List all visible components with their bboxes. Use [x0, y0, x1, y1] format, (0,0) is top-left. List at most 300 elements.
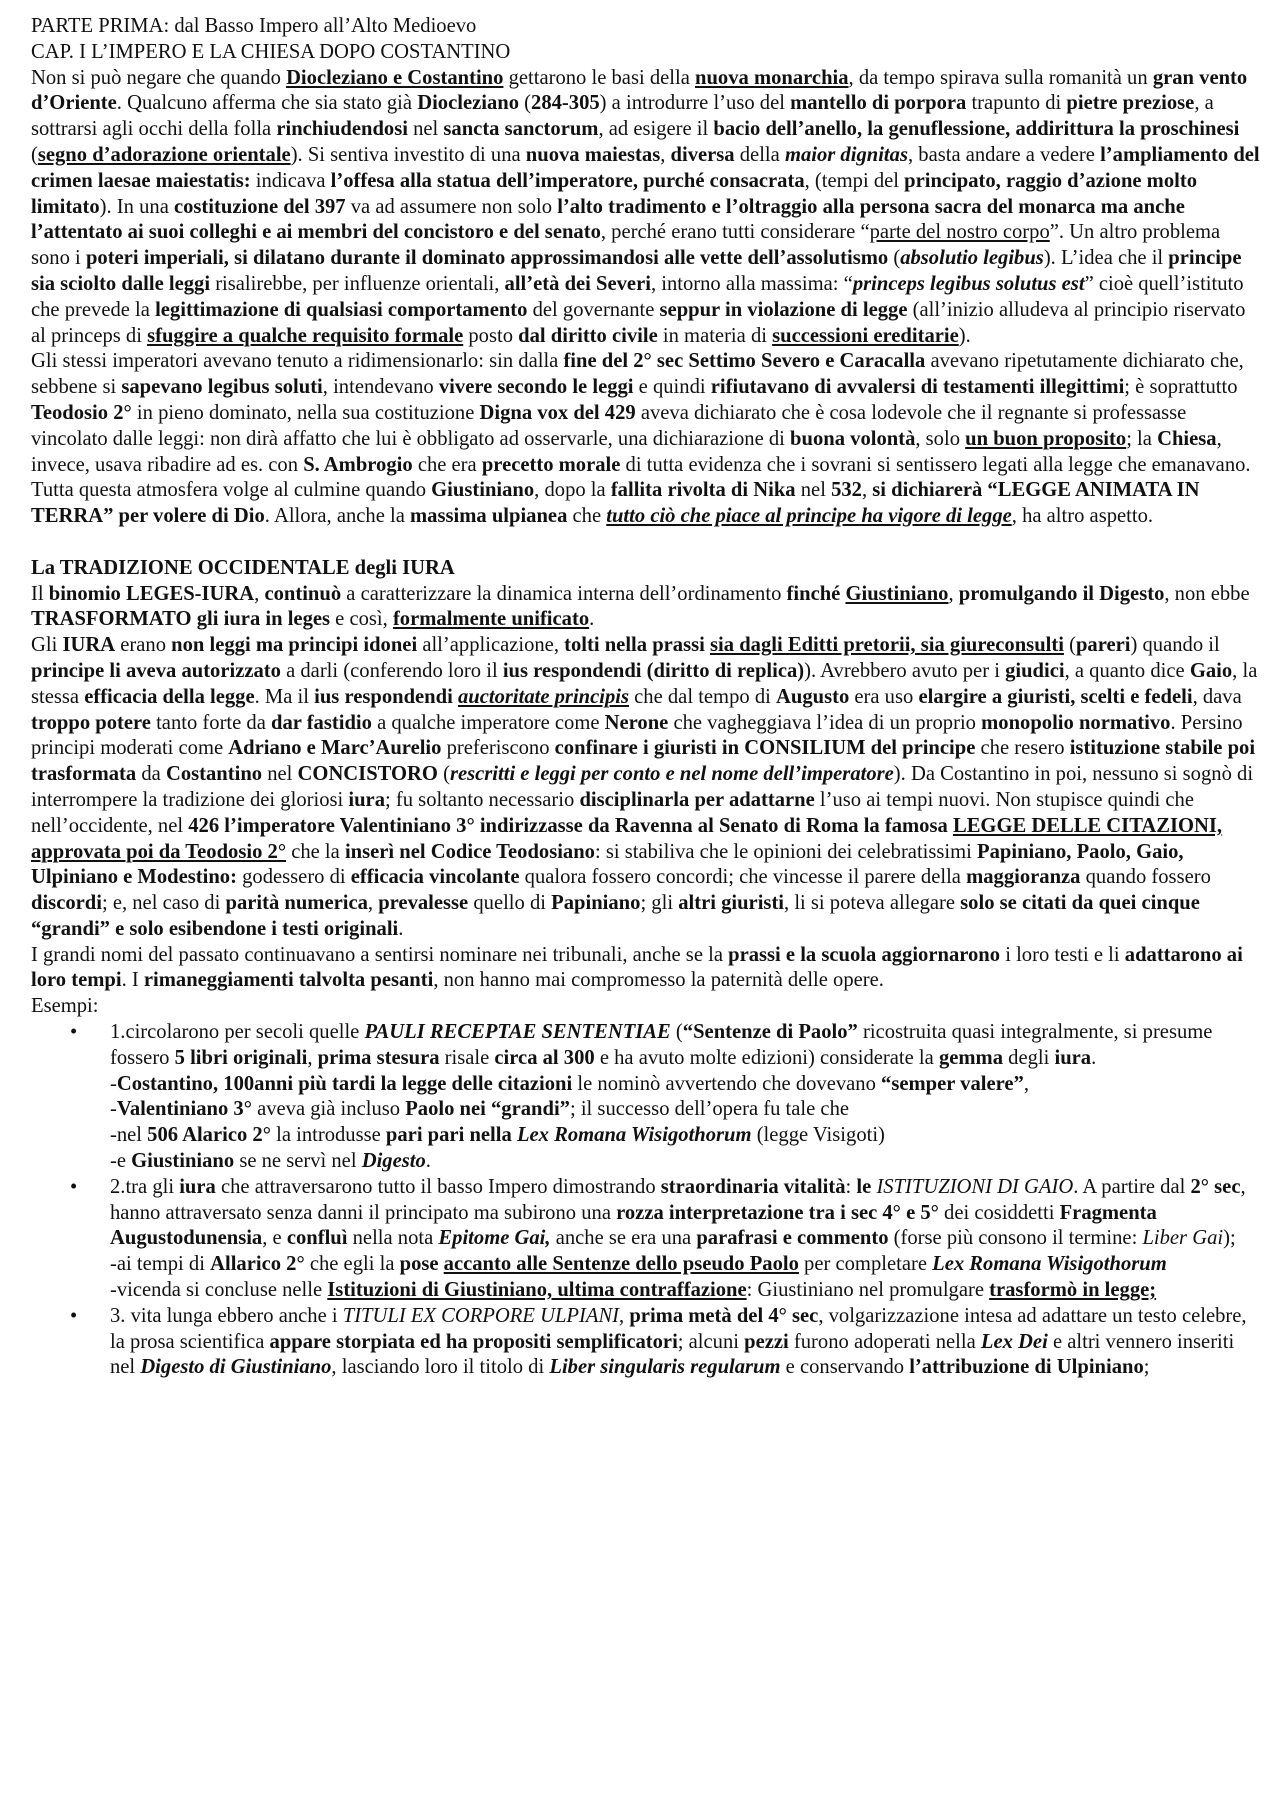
text-run: indicava — [250, 169, 331, 192]
text-run: , la stessa — [31, 659, 1258, 708]
text-run: che dal tempo di — [629, 685, 776, 708]
part-heading: PARTE PRIMA: dal Basso Impero all’Alto Medioevo — [31, 15, 477, 37]
text-run: PAULI RECEPTAE SENTENTIAE — [364, 1021, 671, 1044]
text-run: l’alto tradimento e l’oltraggio alla persona sacra del monarca ma anche l’attentato ai suoi colleghi e ai membri del concistoro e del senato — [31, 195, 1185, 244]
text-run: circa al 300 — [494, 1046, 595, 1069]
text-run: prassi e la scuola aggiornarono — [728, 943, 1001, 966]
text-run: formalmente unificato — [392, 608, 590, 631]
text-run: princeps legibus solutus est — [852, 272, 1085, 295]
text-run: rozza interpretazione tra i sec 4° e 5° — [616, 1201, 939, 1224]
text-run: , — [660, 143, 671, 166]
text-run: , lasciando loro il titolo di — [331, 1356, 550, 1379]
text-run: Chiesa — [1157, 427, 1217, 450]
text-run: , ha altro aspetto. — [1011, 505, 1154, 528]
text-run: ; e, nel caso di — [101, 892, 226, 915]
text-run: Gli — [31, 634, 63, 657]
text-run: gettarono le basi della — [503, 66, 696, 89]
text-run: ). L’idea che il — [1043, 247, 1169, 270]
text-run: , non hanno mai compromesso la paternità delle opere. — [433, 969, 884, 992]
text-run: 284-305 — [531, 92, 600, 115]
text-run: giudici — [1005, 659, 1065, 682]
text-run: godessero di — [236, 866, 351, 889]
text-run: risale — [439, 1046, 495, 1069]
text-run: , perché erano tutti considerare “ — [600, 221, 870, 244]
text-run: ; gli — [640, 892, 679, 915]
text-run: rinchiudendosi — [276, 118, 408, 141]
text-run: nella nota — [347, 1227, 439, 1250]
text-run: ); — [1223, 1227, 1236, 1250]
text-run: anche se era una — [550, 1227, 697, 1250]
text-run: , e — [262, 1227, 287, 1250]
text-run: ius respondendi (diritto di replica) — [502, 659, 805, 682]
text-run: Costantino, 100anni più tardi la legge delle citazioni — [116, 1072, 573, 1095]
text-run: ( — [437, 763, 450, 786]
text-run: Liber Gai — [1142, 1227, 1224, 1250]
text-run: trapunto di — [966, 92, 1067, 115]
text-run: in materia di — [657, 324, 773, 347]
list-item — [110, 1020, 1261, 1175]
text-run: . — [398, 917, 404, 940]
text-run: - — [110, 1098, 117, 1121]
text-run: non leggi ma principi idonei — [171, 634, 418, 657]
text-run: 532 — [831, 479, 862, 502]
text-run: i loro testi e li — [1000, 943, 1125, 966]
text-run: sia dagli Editti pretorii, sia giureconsulti — [710, 634, 1064, 657]
text-run: che egli la — [304, 1253, 400, 1276]
text-run: che resero — [975, 737, 1070, 760]
text-run: per completare — [798, 1253, 933, 1276]
document-page — [31, 14, 1261, 1381]
text-run: che era — [412, 453, 482, 476]
text-run: sancta sanctorum — [443, 118, 599, 141]
paragraph-emperors-law — [31, 349, 1261, 530]
text-run: vivere secondo le leggi — [438, 376, 634, 399]
text-run: (all’inizio alludeva al principio riservato al princeps di — [31, 298, 1246, 347]
text-run: Nerone — [604, 711, 669, 734]
text-run: Diocleziano — [417, 92, 520, 115]
text-run: adattarono ai loro tempi — [31, 943, 1243, 992]
text-run: tutto ciò che piace al principe ha vigore di legge — [606, 505, 1012, 528]
text-run: parità numerica — [225, 892, 368, 915]
text-run: e quindi — [633, 376, 711, 399]
text-run: , basta andare a vedere — [907, 143, 1101, 166]
text-run: ) a introdurre l’uso del — [599, 92, 791, 115]
text-run: (legge Visigoti) — [751, 1124, 885, 1147]
text-run: : si stabiliva che le opinioni dei celebratissimi — [594, 840, 978, 863]
text-run: IURA — [62, 634, 116, 657]
text-run: gran vento d’Oriente — [31, 66, 1248, 115]
section-heading-iura — [31, 556, 1261, 582]
text-run: troppo potere — [31, 711, 151, 734]
examples-list — [31, 1020, 1261, 1381]
text-run: Digesto di Giustiniano — [140, 1356, 332, 1379]
text-run: -ai tempi di — [110, 1253, 211, 1276]
text-run: bacio dell’anello, la genuflessione, addirittura la proschinesi — [713, 118, 1240, 141]
text-run: e ha avuto molte edizioni) considerate la — [594, 1046, 939, 1069]
text-run: promulgando il Digesto — [958, 582, 1165, 605]
text-run: avevano ripetutamente dichiarato che, sebbene si — [31, 350, 1244, 399]
text-run: ). In una — [99, 195, 174, 218]
text-run: Augusto — [776, 685, 850, 708]
text-run: disciplinarla per adattarne — [579, 788, 815, 811]
text-run: principe li aveva autorizzato — [31, 659, 281, 682]
text-run: finché — [786, 582, 841, 605]
text-run: sfuggire a qualche requisito formale — [147, 324, 464, 347]
text-run: nel — [795, 479, 832, 502]
text-run: ( — [1063, 634, 1076, 657]
paragraph-leges-iura — [31, 582, 1261, 634]
text-run: Digna vox del 429 — [479, 401, 636, 424]
text-run: nuova maiestas — [525, 143, 661, 166]
text-run: , solo — [915, 427, 966, 450]
text-run: , — [948, 582, 959, 605]
text-run: solo se citati da quei cinque “grandi” e solo esibendone i testi originali — [31, 892, 1200, 940]
text-run: aveva dichiarato che è cosa lodevole che il regnante si professasse vincolato dalle leggi: non dirà affatto che lui è obbligato ad osservarle, una dichiarazione di — [31, 401, 1187, 450]
text-run: Allarico 2° — [210, 1253, 305, 1276]
text-run: “semper valere” — [881, 1072, 1024, 1095]
text-run: diversa — [670, 143, 735, 166]
text-run: parte del nostro corpo — [869, 221, 1050, 244]
text-run: in pieno dominato, nella sua costituzione — [131, 401, 480, 424]
text-run: erano — [115, 634, 172, 657]
text-run: iura — [348, 788, 385, 811]
list-item-line — [110, 1304, 1261, 1381]
text-run: elargire a giuristi, scelti e fedeli — [918, 685, 1193, 708]
text-run: nel — [407, 118, 444, 141]
text-run: . A partire dal — [1073, 1175, 1191, 1198]
list-item-line — [110, 1123, 1261, 1149]
text-run: e così, — [330, 608, 393, 631]
text-run: ). Avrebbero avuto per i — [804, 659, 1006, 682]
text-run: segno d’adorazione orientale — [37, 143, 291, 166]
text-run: Il — [31, 582, 49, 605]
text-run: del governante — [527, 298, 660, 321]
text-run: discordi — [31, 892, 102, 915]
chapter-heading: CAP. I L’IMPERO E LA CHIESA DOPO COSTANTINO — [31, 40, 511, 63]
text-run: maior dignitas — [784, 143, 908, 166]
text-run: Diocleziano e Costantino — [286, 66, 504, 89]
text-run: Costantino — [165, 763, 263, 786]
text-run: , — [1023, 1072, 1029, 1095]
text-run: prevalesse — [378, 892, 469, 915]
text-run: era uso — [849, 685, 919, 708]
text-run: efficacia vincolante — [350, 866, 520, 889]
text-run: successioni ereditarie — [772, 324, 959, 347]
text-run: Papiniano, Paolo, Gaio, Ulpiniano e Modestino: — [31, 840, 1184, 889]
text-run: dal diritto civile — [518, 324, 658, 347]
text-run: Adriano e Marc’Aurelio — [228, 737, 442, 760]
list-item-line — [110, 1278, 1261, 1304]
text-run: Non si può negare che quando — [31, 66, 287, 89]
list-item-line — [110, 1020, 1261, 1072]
text-run: dar fastidio — [271, 711, 372, 734]
text-run: ; alcuni — [677, 1330, 745, 1353]
text-run: ( — [670, 1021, 683, 1044]
text-run: ius respondendi — [314, 685, 453, 708]
text-run: 1.circolarono per secoli quelle — [110, 1021, 365, 1044]
text-run: ; è soprattutto — [1124, 376, 1238, 399]
text-run: 2.tra gli — [110, 1175, 180, 1198]
text-run: che la — [286, 840, 345, 863]
text-run: tolti nella prassi — [564, 634, 705, 657]
text-run: ISTITUZIONI DI GAIO — [876, 1175, 1074, 1198]
text-run: pietre preziose — [1066, 92, 1195, 115]
text-run: Giustiniano — [431, 479, 535, 502]
text-run: nel — [262, 763, 298, 786]
text-run: parafrasi e commento — [696, 1227, 889, 1250]
text-run: buona volontà — [790, 427, 916, 450]
text-run: gli iura in leges — [196, 608, 331, 631]
text-run: quando fossero — [1080, 866, 1211, 889]
text-run: fallita rivolta di Nika — [610, 479, 796, 502]
text-run: massima ulpianea — [410, 505, 568, 528]
text-run: Epitome Gai, — [438, 1227, 551, 1250]
text-run: , (tempi del — [804, 169, 905, 192]
text-run: Papiniano — [551, 892, 641, 915]
text-run: , invece, usava ribadire ad es. con — [31, 427, 1222, 476]
text-run: l’ampliamento del crimen laesae maiestatis: — [31, 143, 1260, 192]
text-run: , hanno attraversato senza danni il principato ma subirono una — [110, 1175, 1246, 1224]
text-run: ). Si sentiva investito di una — [290, 143, 526, 166]
text-run: sapevano legibus soluti — [121, 376, 323, 399]
text-run: , da tempo spirava sulla romanità un — [848, 66, 1153, 89]
text-run: furono adoperati nella — [788, 1330, 981, 1353]
text-run: all’età dei Severi — [504, 272, 651, 295]
text-run: : — [845, 1175, 857, 1198]
text-run: che — [567, 505, 607, 528]
text-run: , intendevano — [322, 376, 439, 399]
text-run: pezzi — [744, 1330, 789, 1353]
text-run: si dichiarerà “LEGGE ANIMATA IN TERRA” per volere di Dio — [31, 479, 1200, 528]
text-run: principe sia sciolto dalle leggi — [31, 247, 1242, 295]
list-item — [110, 1175, 1261, 1304]
text-run: continuò — [264, 582, 342, 605]
text-run: a caratterizzare la dinamica interna dell’ordinamento — [341, 582, 787, 605]
text-run: efficacia della legge — [84, 685, 255, 708]
text-run: ” cioè quell’istituto che prevede la — [31, 272, 1244, 321]
text-run: Lex Dei — [980, 1330, 1048, 1353]
text-run: precetto morale — [481, 453, 621, 476]
text-run: dei cosiddetti — [938, 1201, 1060, 1224]
text-run: ; la — [1126, 427, 1158, 450]
text-run: Istituzioni di Giustiniano, ultima contraffazione — [327, 1279, 747, 1302]
text-run: a qualche imperatore come — [371, 711, 605, 734]
text-run: mantello di porpora — [790, 92, 967, 115]
text-run: Gaio — [1189, 659, 1233, 682]
text-run: , a sottrarsi agli occhi della folla — [31, 92, 1214, 141]
text-run: , volgarizzazione intesa ad adattare un testo celebre, la prosa scientifica — [110, 1304, 1247, 1353]
text-run: risalirebbe, per influenze orientali, — [210, 272, 505, 295]
text-run: e conservando — [780, 1356, 910, 1379]
text-run: costituzione del 397 — [173, 195, 346, 218]
text-run: “Sentenze di Paolo” — [682, 1021, 858, 1044]
text-run: confinare i giuristi in CONSILIUM del principe — [554, 737, 976, 760]
text-run: seppur in violazione di legge — [659, 298, 908, 321]
text-run: I grandi nomi del passato continuavano a sentirsi nominare nei tribunali, anche se la — [31, 943, 729, 966]
text-run: Digesto — [361, 1150, 426, 1173]
text-run: se ne servì nel — [234, 1150, 362, 1173]
text-run: , — [307, 1046, 318, 1069]
text-run: prima stesura — [317, 1046, 440, 1069]
text-run: binomio LEGES-IURA — [48, 582, 255, 605]
text-run: -vicenda si concluse nelle — [110, 1279, 328, 1302]
text-run: , — [367, 892, 379, 915]
text-run: ( — [888, 247, 901, 270]
text-run: ). Da Costantino in poi, nessuno si sognò di interrompere la tradizione dei gloriosi — [31, 763, 1254, 811]
text-run: ricostruita quasi integralmente, si presume fossero — [110, 1021, 1213, 1069]
text-run: auctoritate principis — [457, 685, 630, 708]
text-run: -e — [110, 1150, 132, 1173]
text-run: le — [856, 1175, 872, 1198]
text-run: l’offesa alla statua dell’imperatore, purché consacrata — [330, 169, 805, 192]
text-run: Paolo nei “grandi” — [405, 1098, 570, 1121]
text-run: , ad esigere il — [598, 118, 714, 141]
text-run: e altri vennero inseriti nel — [110, 1330, 1235, 1379]
text-run: , — [861, 479, 873, 502]
text-run: inserì nel Codice Teodosiano — [344, 840, 595, 863]
text-run: 426 l’imperatore Valentiniano 3° indirizzasse da Ravenna al Senato di Roma la famosa — [188, 814, 948, 837]
text-run: qualora fossero concordi; che vincesse il parere della — [519, 866, 967, 889]
text-run: straordinaria vitalità — [660, 1175, 846, 1198]
text-run: -nel — [110, 1124, 148, 1147]
text-run: accanto alle Sentenze dello pseudo Paolo — [443, 1253, 799, 1276]
text-run: , dava — [1192, 685, 1242, 708]
text-run: maggioranza — [966, 866, 1081, 889]
text-run: della — [734, 143, 785, 166]
text-run: , intorno alla massima: “ — [650, 272, 853, 295]
text-run: che attraversarono tutto il basso Impero dimostrando — [215, 1175, 661, 1198]
list-item-line — [110, 1072, 1261, 1098]
text-run: . — [589, 608, 595, 631]
text-run: S. Ambrogio — [303, 453, 413, 476]
text-run: CONCISTORO — [297, 763, 438, 786]
text-run: Giustiniano — [845, 582, 949, 605]
text-run: posto — [463, 324, 519, 347]
text-run: , — [619, 1304, 630, 1327]
paragraph-dioclezian — [31, 66, 1261, 350]
text-run: ; fu soltanto necessario — [385, 788, 580, 811]
text-run: ; — [1143, 1356, 1150, 1379]
text-run: ”. Un altro problema sono i — [31, 221, 1221, 270]
text-run: tanto forte da — [150, 711, 272, 734]
text-run: le nominò avvertendo che dovevano — [572, 1072, 882, 1095]
text-run: altri giuristi — [678, 892, 785, 915]
text-run: , — [254, 582, 265, 605]
text-run: ) quando il — [1130, 634, 1220, 657]
text-run: . Qualcuno afferma che sia stato già — [116, 92, 418, 115]
text-run: Gli stessi imperatori avevano tenuto a ridimensionarlo: sin dalla — [31, 350, 564, 373]
text-run: pari pari nella — [385, 1124, 512, 1147]
text-run: poteri imperiali, si dilatano durante il dominato approssimandosi alle vette dell’assolutismo — [85, 247, 889, 270]
list-item-line — [110, 1097, 1261, 1123]
text-run: La TRADIZIONE OCCIDENTALE degli IURA — [31, 556, 455, 579]
text-run: Teodosio 2° — [31, 401, 132, 424]
list-item-line — [110, 1175, 1261, 1252]
text-run: ( — [31, 143, 38, 166]
text-run: . Ma il — [254, 685, 315, 708]
text-run: appare storpiata ed ha propositi semplificatori — [269, 1330, 678, 1353]
text-run: di tutta evidenza che i sovrani si sentissero legati alla legge che emanavano. Tutta questa atmosfera volge al culmine quando — [31, 453, 1251, 502]
text-run: . Persino principi moderati come — [31, 711, 1243, 760]
text-run: pose — [399, 1253, 439, 1276]
text-run: - — [110, 1072, 117, 1095]
text-run: 3. vita lunga ebbero anche i — [110, 1304, 343, 1327]
text-run: TRASFORMATO — [31, 608, 192, 631]
text-run: aveva già incluso — [251, 1098, 406, 1121]
text-run: principato, raggio d’azione molto limitato — [31, 169, 1198, 218]
examples-label — [31, 994, 1261, 1020]
text-run: iura — [179, 1175, 216, 1198]
text-run: absolutio legibus — [900, 247, 1044, 270]
text-run: , non ebbe — [1164, 582, 1250, 605]
text-run: 506 Alarico 2° — [147, 1124, 271, 1147]
text-run: Giustiniano — [131, 1150, 235, 1173]
text-run: l’attribuzione di Ulpiniano — [909, 1356, 1144, 1379]
text-run: iura — [1054, 1046, 1092, 1069]
text-run: 2° sec — [1190, 1175, 1241, 1198]
paragraph-great-names — [31, 943, 1261, 995]
text-run: istituzione stabile poi trasformata — [31, 737, 1256, 786]
text-run: da — [136, 763, 166, 786]
text-run: degli — [1003, 1046, 1055, 1069]
text-run: (forse più consono il termine: — [888, 1227, 1143, 1250]
text-run: Esempi: — [31, 995, 99, 1018]
text-run: , li si poteva allegare — [784, 892, 961, 915]
text-run: gemma — [938, 1046, 1003, 1069]
text-run: Valentiniano 3° — [116, 1098, 252, 1121]
text-run: monopolio normativo — [981, 711, 1171, 734]
text-run: Fragmenta Augustodunensia — [110, 1201, 1157, 1250]
text-run: a darli (conferendo loro il — [280, 659, 503, 682]
text-run: rifiutavano di avvalersi di testamenti illegittimi — [710, 376, 1125, 399]
text-run: quello di — [468, 892, 552, 915]
paragraph-iura-definition — [31, 633, 1261, 943]
text-run: la introdusse — [270, 1124, 386, 1147]
text-run: LEGGE DELLE CITAZIONI, approvata poi da Teodosio 2° — [31, 814, 1223, 863]
text-run: TITULI EX CORPORE ULPIANI — [342, 1304, 620, 1327]
text-run: ( — [519, 92, 532, 115]
list-item-line — [110, 1252, 1261, 1278]
list-item — [110, 1304, 1261, 1381]
text-run: . — [1091, 1046, 1097, 1069]
text-run: all’applicazione, — [417, 634, 565, 657]
text-run: 5 libri originali — [174, 1046, 308, 1069]
text-run: confluì — [286, 1227, 348, 1250]
text-run: legittimazione di qualsiasi comportamento — [155, 298, 528, 321]
text-run: . — [425, 1150, 431, 1173]
text-run: fine del 2° sec Settimo Severo e Caracalla — [563, 350, 926, 373]
text-run: . Allora, anche la — [264, 505, 411, 528]
text-run: prima metà del 4° sec — [629, 1304, 819, 1327]
text-run: Lex Romana Wisigothorum — [932, 1253, 1167, 1276]
text-run: l’uso ai tempi nuovi. Non stupisce quindi che nell’occidente, nel — [31, 788, 1194, 837]
text-run: preferiscono — [441, 737, 555, 760]
text-run: rimaneggiamenti talvolta pesanti — [143, 969, 434, 992]
text-run: Liber singularis regularum — [549, 1356, 781, 1379]
text-run: Lex Romana Wisigothorum — [516, 1124, 752, 1147]
text-run: ). — [958, 324, 971, 347]
text-run: pareri — [1075, 634, 1131, 657]
text-run: , a quanto dice — [1064, 659, 1190, 682]
text-run: . I — [121, 969, 144, 992]
paragraph-gap — [31, 530, 1261, 556]
text-run: che vagheggiava l’idea di un proprio — [668, 711, 982, 734]
text-run: : Giustiniano nel promulgare — [746, 1279, 990, 1302]
text-run: trasformò in legge; — [989, 1279, 1157, 1302]
text-run: va ad assumere non solo — [345, 195, 558, 218]
text-run: rescritti e leggi per conto e nel nome dell’imperatore — [449, 763, 894, 786]
text-run: un buon proposito — [965, 427, 1127, 450]
